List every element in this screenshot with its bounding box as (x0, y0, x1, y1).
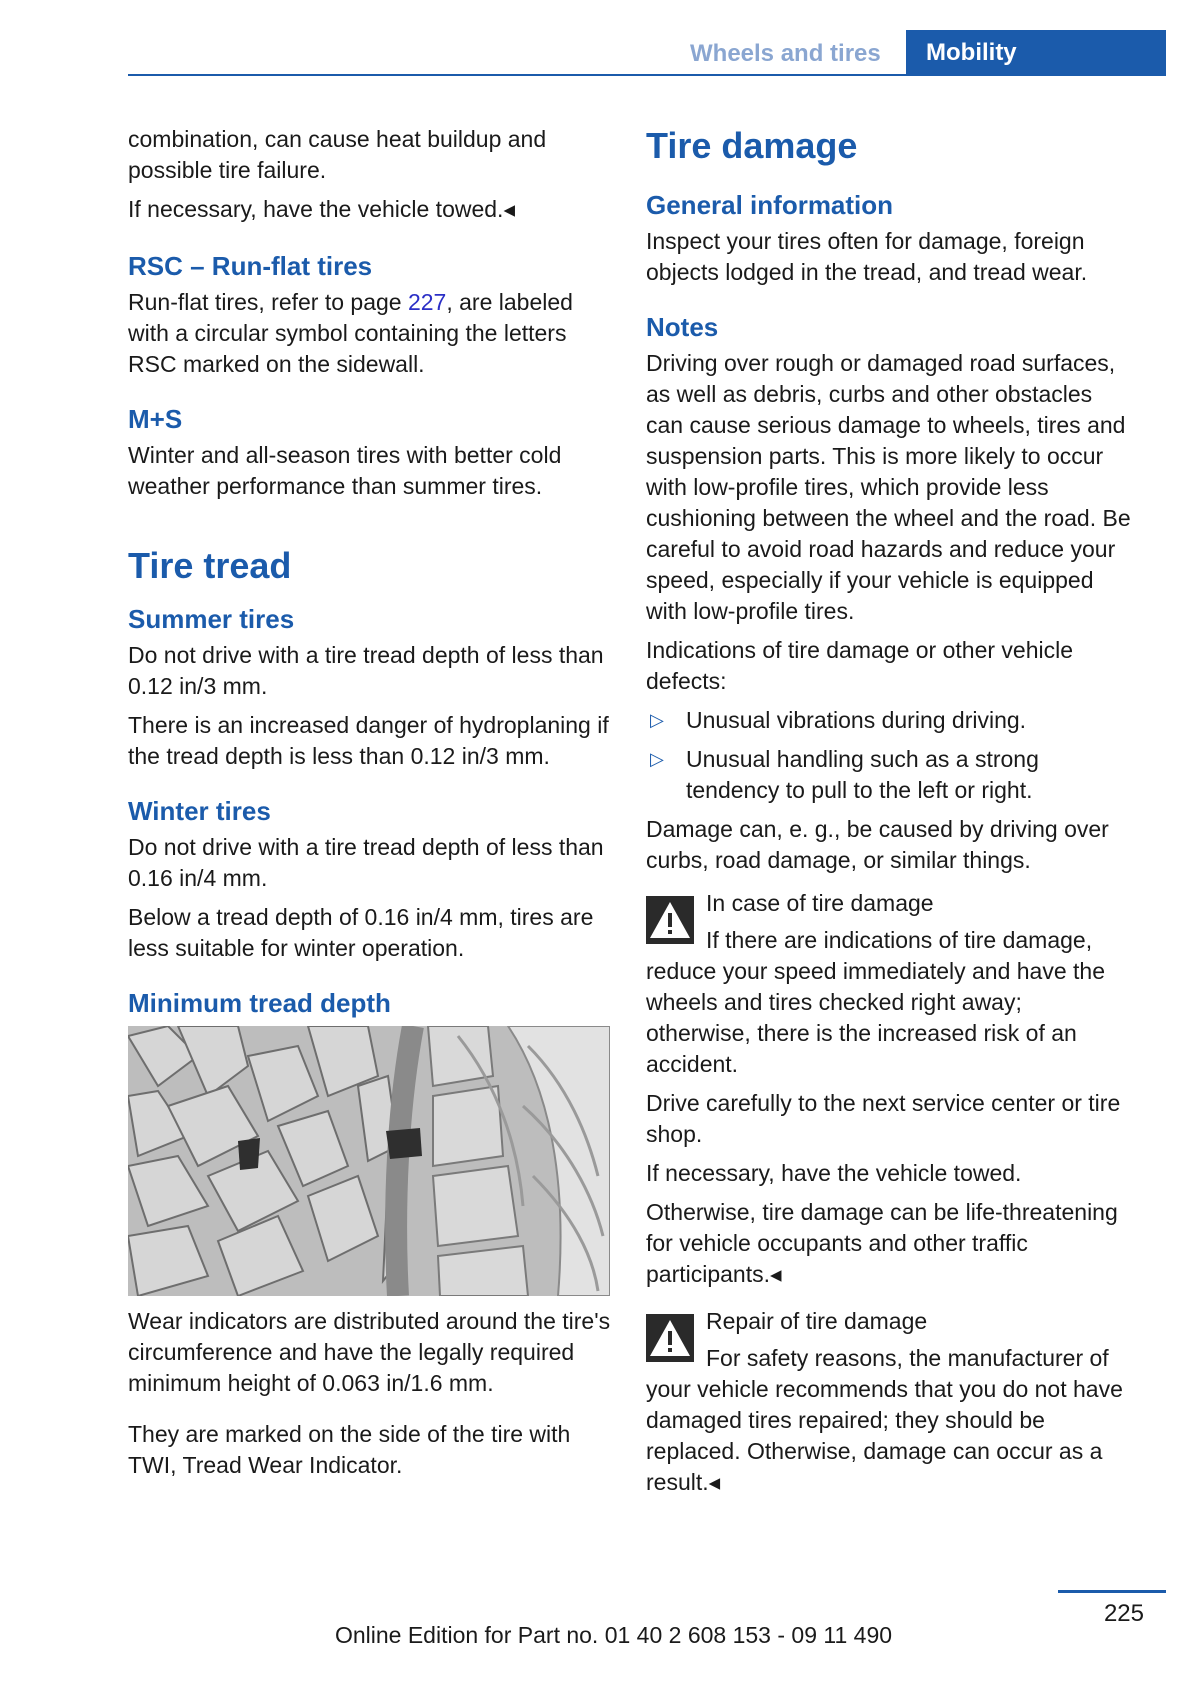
warning-body: If there are indications of tire damage, reduce your speed immediately and have the wheels and tires checked right away; otherwise, there is the increased risk of an accident. (646, 927, 1106, 1077)
paragraph-general: Inspect your tires often for damage, foreign objects lodged in the tread, and tread wear. (646, 228, 1088, 285)
paragraph-notes-1: Driving over rough or damaged road surfaces, as well as debris, curbs and other obstacles can cause serious damage to wheels, tires and suspension parts. This is more likely to occur with low-profile tires, which provide less cushioning between the wheel and the road. Be careful to avoid road hazards and reduce your speed, especially if your vehicle is equipped with low-profile tires. (646, 350, 1131, 624)
paragraph-winter-2: Below a tread depth of 0.16 in/4 mm, tires are less suitable for winter operation. (128, 904, 594, 961)
list-item (646, 705, 1132, 736)
paragraph-rsc (128, 287, 618, 380)
heading-ms: M+S (128, 404, 183, 434)
warning-repair (646, 1306, 1132, 1498)
heading-tire-tread: Tire tread (128, 545, 292, 586)
page-number: 225 (1103, 1600, 1144, 1627)
paragraph-summer-2: There is an increased danger of hydroplaning if the tread depth is less than 0.12 in/3 mm. (128, 712, 609, 769)
rsc-text-before: Run-flat tires, refer to page (128, 289, 408, 315)
warning-triangle-icon (646, 1314, 694, 1362)
heading-rsc: RSC – Run-flat tires (128, 251, 373, 281)
right-column (646, 124, 1132, 1506)
list-item-text: Unusual vibrations during driving. (686, 707, 1027, 733)
warning-tire-damage (646, 888, 1132, 1080)
heading-general-information: General information (646, 190, 894, 220)
warning-triangle-icon (646, 896, 694, 944)
heading-tire-damage: Tire damage (646, 125, 858, 166)
paragraph-otherwise: Otherwise, tire damage can be life-threatening for vehicle occupants and other traffic participants.◂ (646, 1199, 1118, 1287)
tread-wear-indicator-image (128, 1026, 610, 1296)
bullet-triangle-icon: ▷ (650, 710, 664, 730)
paragraph-towed: If necessary, have the vehicle towed.◂ (128, 196, 515, 222)
left-column (128, 124, 618, 1489)
footer-edition: Online Edition for Part no. 01 40 2 608 153 - 09 11 490 (334, 1622, 893, 1648)
paragraph-notes-2: Indications of tire damage or other vehicle defects: (646, 637, 1074, 694)
heading-minimum-tread-depth: Minimum tread depth (128, 988, 391, 1018)
paragraph-drive: Drive carefully to the next service center or tire shop. (646, 1090, 1121, 1147)
header-section-tab: Wheels and tires (690, 40, 881, 67)
page-link-227[interactable]: 227 (407, 289, 447, 315)
paragraph-min-2: They are marked on the side of the tire with TWI, Tread Wear Indicator. (128, 1421, 571, 1478)
paragraph-summer-1: Do not drive with a tire tread depth of less than 0.12 in/3 mm. (128, 642, 604, 699)
list-item (646, 744, 1132, 806)
page-number-rule (1058, 1590, 1166, 1593)
paragraph-min-1: Wear indicators are distributed around the tire's circumference and have the legally required minimum height of 0.063 in/1.6 mm. (128, 1308, 611, 1396)
indication-list (646, 705, 1132, 806)
heading-winter-tires: Winter tires (128, 796, 271, 826)
paragraph-ms: Winter and all-season tires with better cold weather performance than summer tires. (128, 442, 562, 499)
paragraph-towed-right: If necessary, have the vehicle towed. (646, 1160, 1022, 1186)
header-rule (128, 74, 1166, 76)
warning-title: Repair of tire damage (706, 1308, 928, 1334)
list-item-text: Unusual handling such as a strong tendency to pull to the left or right. (686, 746, 1039, 803)
paragraph-combination: combination, can cause heat buildup and possible tire failure. (128, 126, 547, 183)
warning-body: For safety reasons, the manufacturer of your vehicle recommends that you do not have damaged tires repaired; they should be replaced. Otherwise, damage can occur as a result.◂ (646, 1345, 1123, 1495)
heading-notes: Notes (646, 312, 719, 342)
paragraph-winter-1: Do not drive with a tire tread depth of less than 0.16 in/4 mm. (128, 834, 604, 891)
warning-title: In case of tire damage (706, 890, 934, 916)
rsc-text-after: , are labeled with a circular symbol containing the letters RSC marked on the sidewall. (128, 289, 573, 377)
paragraph-notes-3: Damage can, e. g., be caused by driving over curbs, road damage, or similar things. (646, 816, 1109, 873)
header-chapter-tab: Mobility (906, 30, 1166, 75)
bullet-triangle-icon: ▷ (650, 749, 664, 769)
heading-summer-tires: Summer tires (128, 604, 295, 634)
